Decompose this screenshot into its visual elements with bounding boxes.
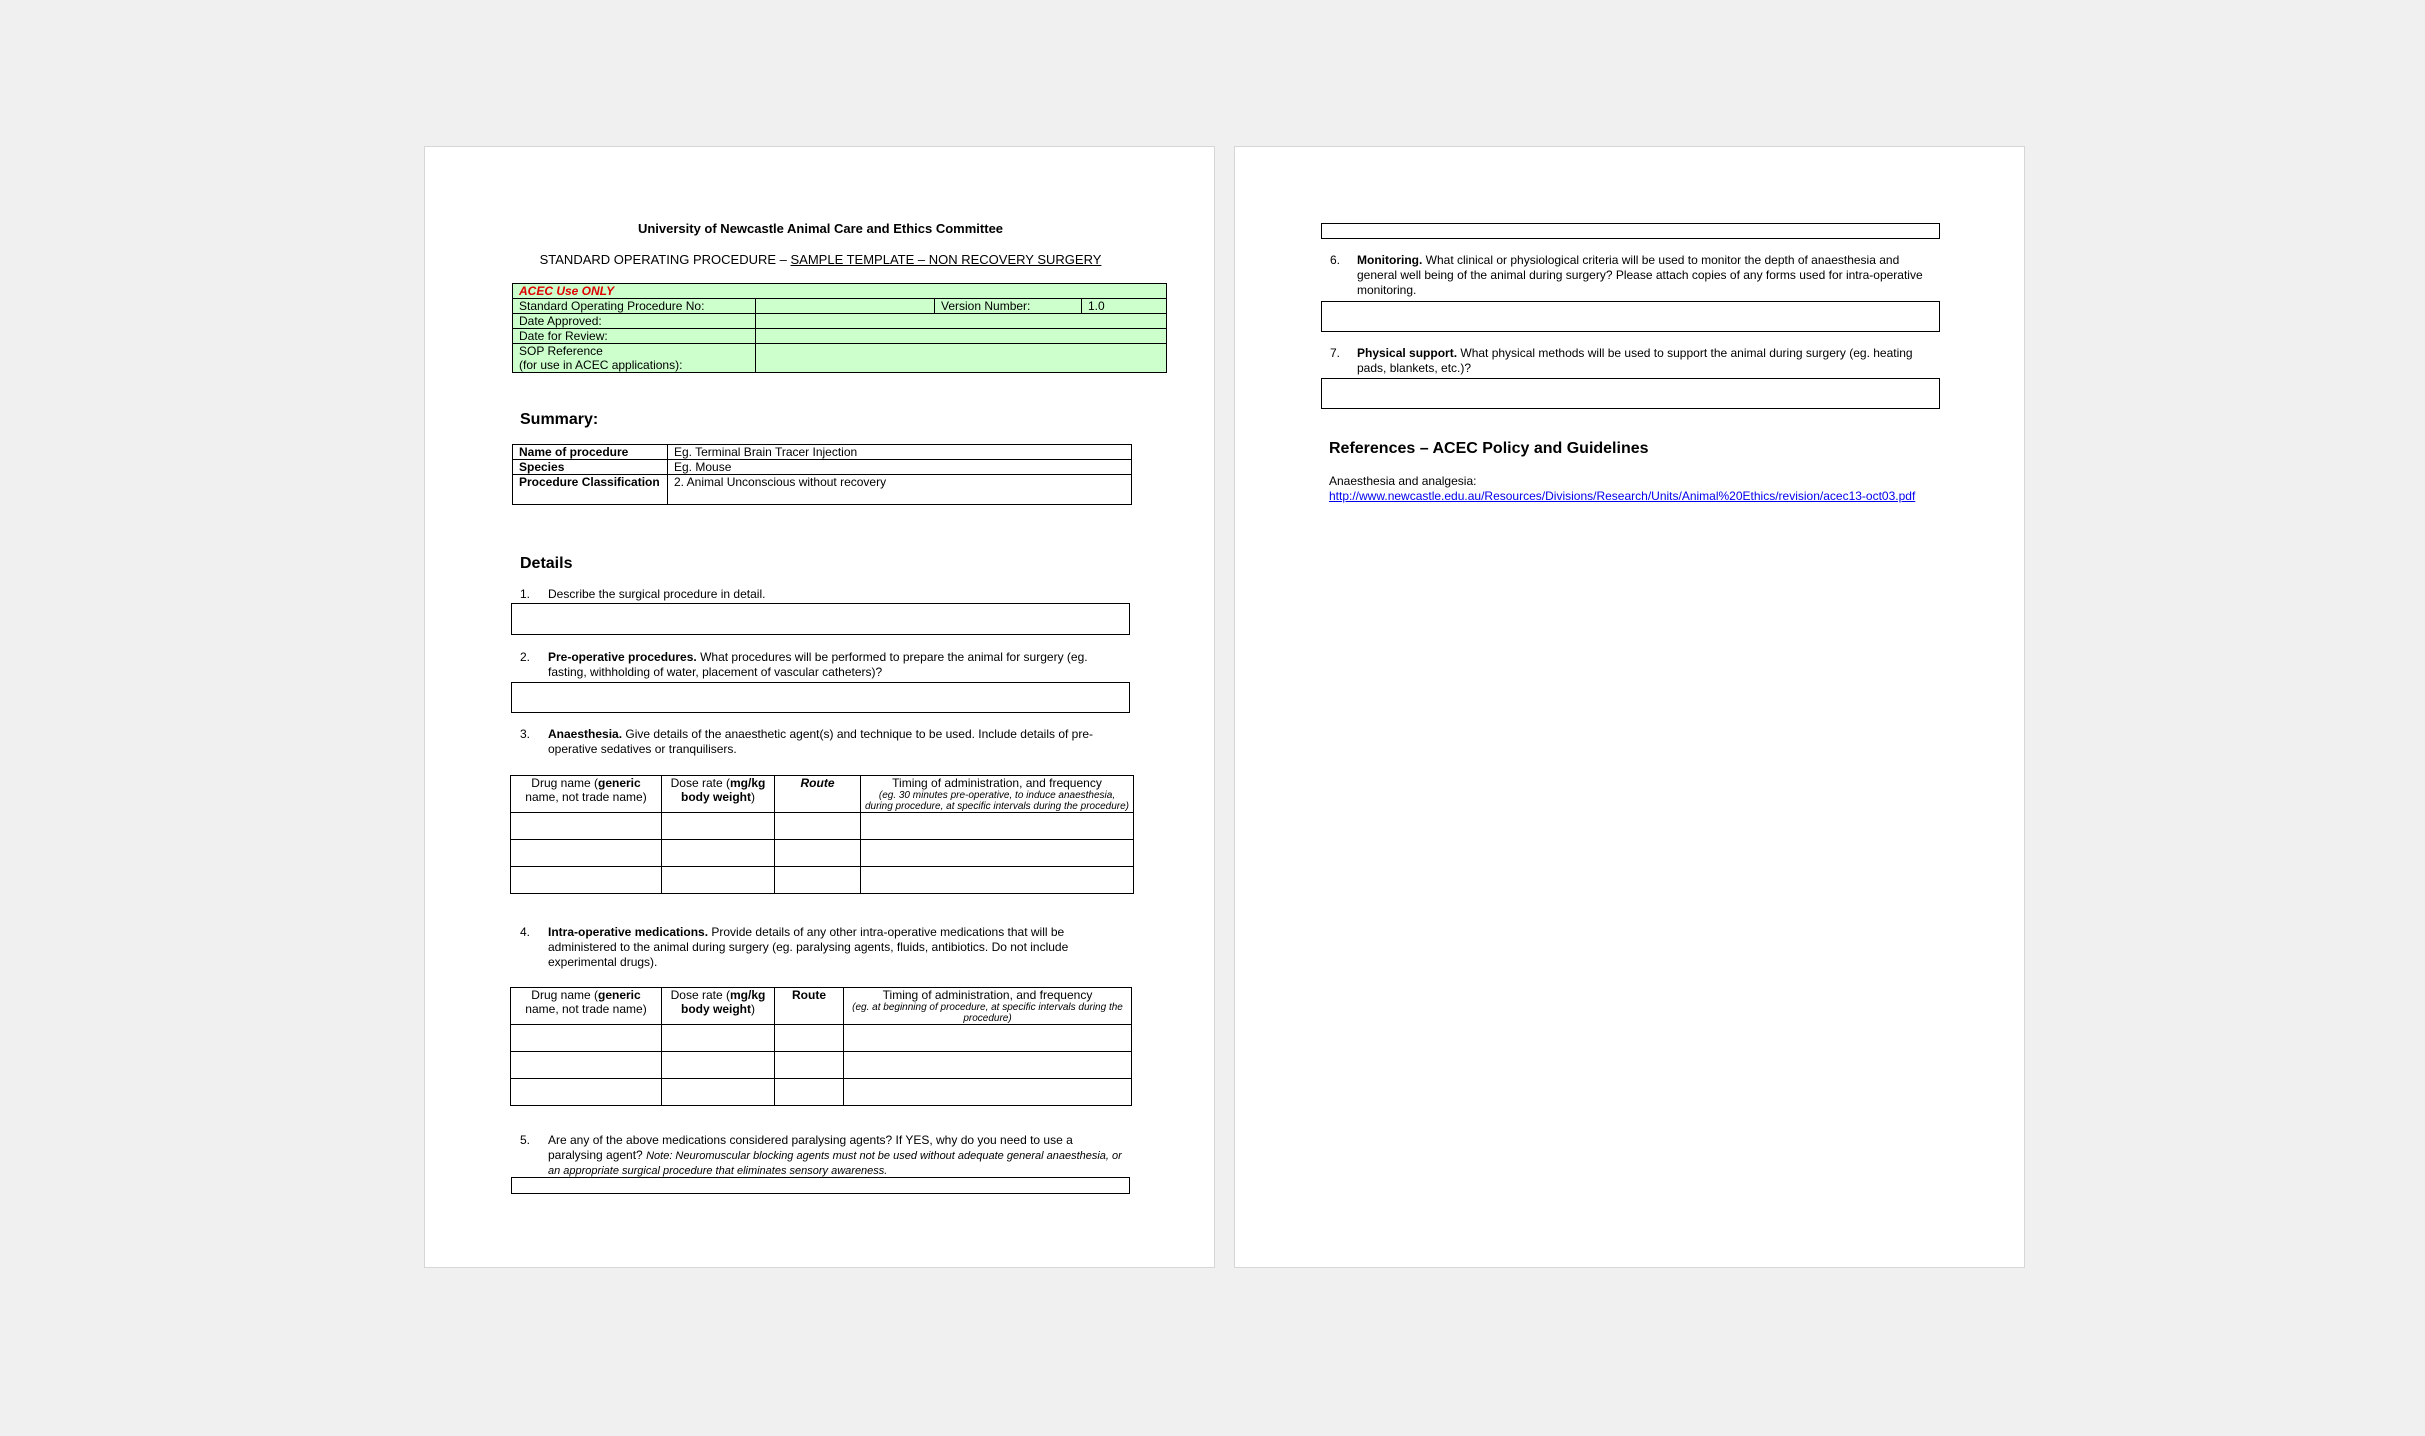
sop-reference-label-line1: SOP Reference [519, 344, 603, 358]
q6-body: What clinical or physiological criteria will be used to monitor the depth of anaesthesia and general well being of the animal during surgery? Please attach copies of any forms used for intra-operative monitoring. [1357, 253, 1923, 297]
q5-body: Are any of the above medications considered paralysing agents? If YES, why do you need to use a paralysing agent? [548, 1133, 1073, 1162]
summary-row [513, 445, 1132, 460]
summary-row [513, 460, 1132, 475]
summary-label: Procedure Classification [513, 475, 668, 505]
intra-op-medications-table [510, 987, 1132, 1106]
q2-body: What procedures will be performed to prepare the animal for surgery (eg. fasting, withholding of water, placement of vascular catheters)? [548, 650, 1088, 679]
references-label: Anaesthesia and analgesia: [1329, 474, 1477, 488]
q5-answer-box-continued[interactable] [1321, 223, 1940, 239]
references-link-wrapper [1329, 489, 1929, 503]
table-row [511, 1052, 1132, 1079]
dose-rate-header: Dose rate (mg/kg body weight) [662, 776, 775, 813]
q3-bold: Anaesthesia. [548, 727, 623, 741]
details-heading: Details [520, 555, 573, 572]
q7-number: 7. [1330, 346, 1341, 360]
q5-answer-box[interactable] [511, 1177, 1130, 1194]
table-row [511, 1079, 1132, 1106]
q6-bold: Monitoring. [1357, 253, 1423, 267]
q4-number: 4. [520, 925, 531, 939]
table-row [511, 867, 1134, 894]
table-row [511, 1025, 1132, 1052]
summary-value[interactable]: Eg. Mouse [668, 460, 1132, 475]
date-approved-field[interactable] [756, 314, 1167, 329]
q7-body: What physical methods will be used to support the animal during surgery (eg. heating pads, blankets, etc.)? [1357, 346, 1913, 375]
version-value[interactable]: 1.0 [1082, 299, 1167, 314]
table-row [511, 840, 1134, 867]
q6-text [1357, 253, 1932, 298]
route-header: Route [775, 776, 861, 813]
timing-header: Timing of administration, and frequency (eg. at beginning of procedure, at specific intervals during the procedure) [844, 988, 1132, 1025]
table-row [511, 813, 1134, 840]
summary-label: Name of procedure [513, 445, 668, 460]
q4-text [548, 925, 1123, 970]
summary-value[interactable]: Eg. Terminal Brain Tracer Injection [668, 445, 1132, 460]
route-header: Route [775, 988, 844, 1025]
document-page-2 [1234, 146, 2025, 1268]
q5-number: 5. [520, 1133, 531, 1147]
summary-row [513, 475, 1132, 505]
q7-bold: Physical support. [1357, 346, 1458, 360]
version-label: Version Number: [935, 299, 1082, 314]
sop-reference-field[interactable] [756, 344, 1167, 373]
sop-title-prefix: STANDARD OPERATING PROCEDURE – [539, 252, 791, 267]
q7-text [1357, 346, 1937, 376]
date-review-label: Date for Review: [513, 329, 756, 344]
q6-number: 6. [1330, 253, 1341, 267]
q3-number: 3. [520, 727, 531, 741]
summary-label: Species [513, 460, 668, 475]
q3-body: Give details of the anaesthetic agent(s) and technique to be used. Include details of pre-operative sedatives or tranquilisers. [548, 727, 1094, 756]
q5-text [548, 1133, 1128, 1178]
sop-reference-label-line2: (for use in ACEC applications): [519, 358, 683, 372]
q4-body: Provide details of any other intra-operative medications that will be administered to the animal during surgery (eg. paralysing agents, fluids, antibiotics. Do not include experimental drugs). [548, 925, 1069, 969]
acec-use-table [512, 283, 1167, 373]
q1-answer-box[interactable] [511, 603, 1130, 635]
org-title: University of Newcastle Animal Care and Ethics Committee [637, 221, 1004, 236]
document-page-1 [424, 146, 1215, 1268]
q4-bold: Intra-operative medications. [548, 925, 709, 939]
q2-answer-box[interactable] [511, 682, 1130, 713]
references-link[interactable]: http://www.newcastle.edu.au/Resources/Divisions/Research/Units/Animal%20Ethics/revision/acec13-oct03.pdf [1329, 489, 1916, 503]
acec-header: ACEC Use ONLY [513, 284, 1167, 299]
drug-name-header: Drug name (generic name, not trade name) [511, 776, 662, 813]
anaesthesia-table [510, 775, 1134, 894]
q5-note: Note: Neuromuscular blocking agents must not be used without adequate general anaesthesia, or an appropriate surgical procedure that eliminates sensory awareness. [548, 1150, 1122, 1177]
summary-table [512, 444, 1132, 505]
q7-answer-box[interactable] [1321, 378, 1940, 409]
date-review-field[interactable] [756, 329, 1167, 344]
q2-text [548, 650, 1128, 680]
q2-number: 2. [520, 650, 531, 664]
q1-number: 1. [520, 587, 531, 601]
sop-title-underlined: SAMPLE TEMPLATE – NON RECOVERY SURGERY [790, 252, 1102, 267]
q6-answer-box[interactable] [1321, 301, 1940, 332]
sop-reference-label [513, 344, 756, 373]
drug-name-header: Drug name (generic name, not trade name) [511, 988, 662, 1025]
sop-no-label: Standard Operating Procedure No: [513, 299, 756, 314]
summary-value[interactable]: 2. Animal Unconscious without recovery [668, 475, 1132, 505]
sop-no-field[interactable] [756, 299, 935, 314]
q2-bold: Pre-operative procedures. [548, 650, 697, 664]
summary-heading: Summary: [520, 411, 599, 428]
sop-title [425, 252, 1216, 267]
dose-rate-header: Dose rate (mg/kg body weight) [662, 988, 775, 1025]
timing-header: Timing of administration, and frequency (eg. 30 minutes pre-operative, to induce anaesthesia, during procedure, at specific intervals during the procedure) [861, 776, 1134, 813]
q1-text: Describe the surgical procedure in detail. [548, 587, 766, 601]
references-heading: References – ACEC Policy and Guidelines [1329, 440, 1649, 457]
date-approved-label: Date Approved: [513, 314, 756, 329]
q3-text [548, 727, 1123, 757]
